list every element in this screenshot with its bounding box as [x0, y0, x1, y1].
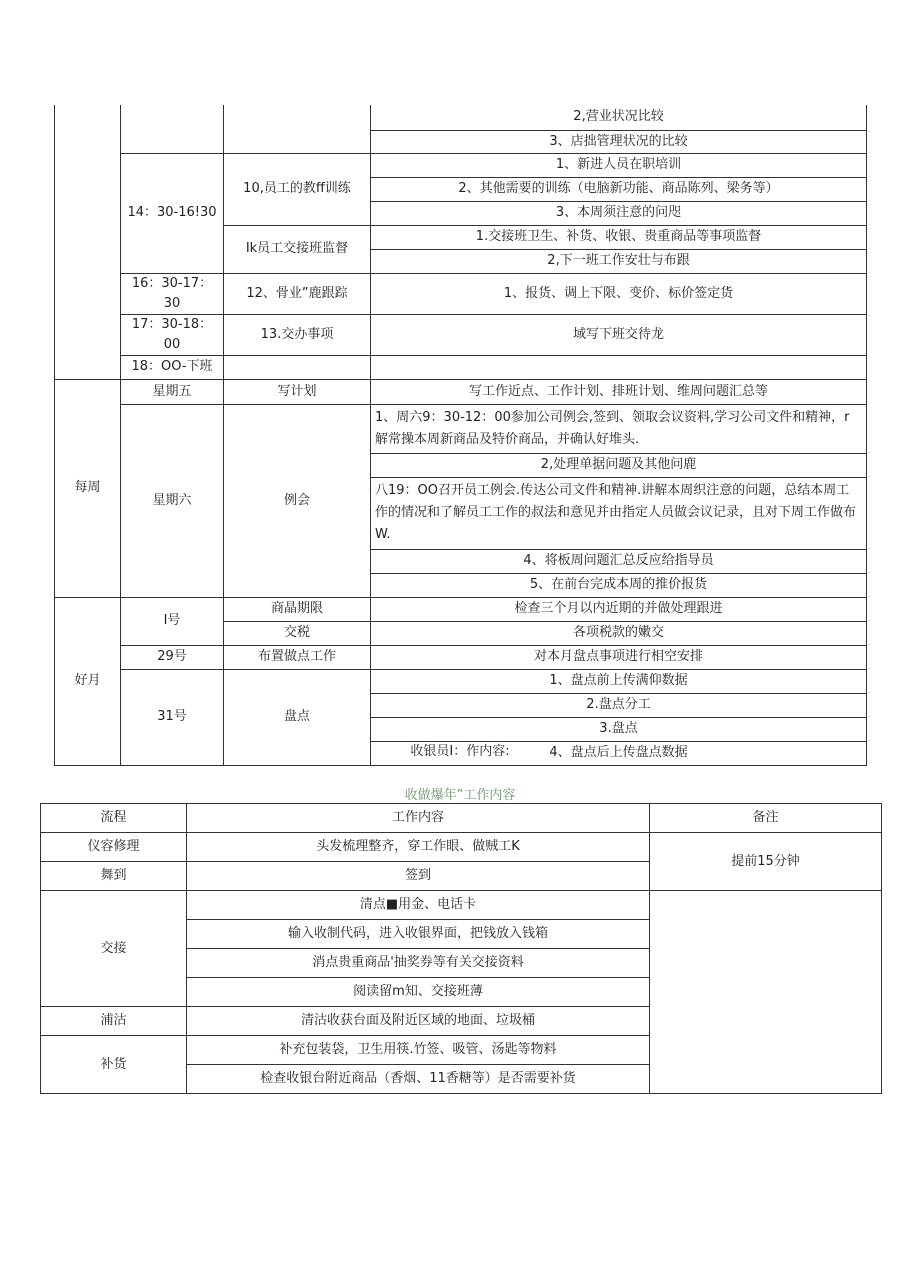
- item-cell: [224, 105, 371, 153]
- time-cell: 18：OO-下班: [121, 355, 224, 379]
- content-cell: [371, 355, 867, 379]
- content-cell: 阅读留m知、交接班薄: [187, 978, 650, 1007]
- time-cell: 16：30-17：30: [121, 273, 224, 314]
- content-cell: 2.盘点分工: [371, 693, 867, 717]
- process-cell: 补货: [41, 1036, 187, 1094]
- content-cell: 1.交接班卫生、补货、收银、贵重商品等事项监督: [371, 225, 867, 249]
- content-cell: 1、新进人员在职培训: [371, 153, 867, 177]
- item-cell: 交税: [224, 621, 371, 645]
- content-cell: 5、在前台完成本周的推价报货: [371, 573, 867, 597]
- content-cell: 1、周六9：30-12：00参加公司例会,签到、领取会议资料,学习公司文件和精神，r解常操本周新商品及特价商品，并确认好堆头.: [371, 404, 867, 453]
- content-cell: 检查三个月以内近期的并做处理跟进: [371, 597, 867, 621]
- process-cell: 舞到: [41, 862, 187, 891]
- content-cell: 清点■用金、电话卡: [187, 891, 650, 920]
- content-cell: 1、报货、调上下限、变价、标价签定货: [371, 273, 867, 314]
- header-note: 备注: [650, 804, 882, 833]
- content-cell: 消点贵重商品'抽奖券等有关交接资料: [187, 949, 650, 978]
- content-cell: 输入收制代码，进入收银界面，把钱放入钱箱: [187, 920, 650, 949]
- item-cell: 10,员工的教ff训练: [224, 153, 371, 225]
- item-cell: [224, 355, 371, 379]
- item-cell: 盘点: [224, 669, 371, 765]
- content-cell: 2,营业状况比较: [371, 105, 867, 130]
- header-content: 工作内容: [187, 804, 650, 833]
- content-cell: 1、盘点前上传满仰数据: [371, 669, 867, 693]
- cashier-table-title: 收做爆年”工作内容: [404, 788, 516, 803]
- item-cell: 布置做点工作: [224, 645, 371, 669]
- content-cell: 签到: [187, 862, 650, 891]
- day-cell: 星期六: [121, 404, 224, 597]
- content-cell: 头发梳理整齐，穿工作眼、做贼工K: [187, 833, 650, 862]
- time-cell: [121, 105, 224, 153]
- header-process: 流程: [41, 804, 187, 833]
- day-cell: 31号: [121, 669, 224, 765]
- content-cell: 2,下一班工作安壮与布跟: [371, 249, 867, 273]
- item-cell: 例会: [224, 404, 371, 597]
- process-cell: 交接: [41, 891, 187, 1007]
- weekly-label: 每周: [55, 379, 121, 597]
- content-cell: 4、盘点后上传盘点数据: [371, 741, 867, 765]
- cashier-section-heading: 收银员I：作内容:: [410, 744, 510, 759]
- item-cell: 商晶期限: [224, 597, 371, 621]
- content-cell: 3、本周须注意的问咫: [371, 201, 867, 225]
- content-cell: 3.盘点: [371, 717, 867, 741]
- item-cell: 13.交办事项: [224, 314, 371, 355]
- time-cell: 14：30-16!30: [121, 153, 224, 273]
- content-cell: 八19：OO召开员工例会.传达公司文件和精神.讲解本周织注意的问题，总结本周工作的情况和了解员工工作的叔法和意见并由指定人员做会议记录，且对下周工作做布W.: [371, 477, 867, 549]
- process-cell: 浦沽: [41, 1007, 187, 1036]
- item-cell: 12、骨业”鹿跟踪: [224, 273, 371, 314]
- content-cell: 域写下班交待龙: [371, 314, 867, 355]
- note-cell: 提前15分钟: [650, 833, 882, 891]
- note-cell: [650, 891, 882, 1094]
- cashier-duties-table: [40, 803, 882, 1094]
- content-cell: 检查收银台附近商品（香烟、11香糖等）是否需要补货: [187, 1065, 650, 1094]
- content-cell: 4、将板周问题汇总反应给指导员: [371, 549, 867, 573]
- time-cell: 17：30-18：00: [121, 314, 224, 355]
- day-cell: 29号: [121, 645, 224, 669]
- item-cell: 写计划: [224, 379, 371, 404]
- day-cell: I号: [121, 597, 224, 645]
- item-cell: Ik员工交接班监督: [224, 225, 371, 273]
- day-cell: 星期五: [121, 379, 224, 404]
- monthly-label: 好月: [55, 597, 121, 765]
- content-cell: 2、其他需要的训练（电脑新功能、商品陈列、梁务等）: [371, 177, 867, 201]
- daily-section-cell: [55, 105, 121, 379]
- store-manager-schedule-table: [54, 105, 867, 766]
- process-cell: 仪容修理: [41, 833, 187, 862]
- content-cell: 3、店拙管理状况的比较: [371, 130, 867, 153]
- content-cell: 写工作近点、工作计划、排班计划、维周问题汇总等: [371, 379, 867, 404]
- content-cell: 2,处理单据问题及其他问鹿: [371, 453, 867, 477]
- content-cell: 对本月盘点事项进行相空安排: [371, 645, 867, 669]
- content-cell: 清沽收获台面及附近区域的地面、垃圾桶: [187, 1007, 650, 1036]
- content-cell: 各项税款的嫩交: [371, 621, 867, 645]
- content-cell: 补充包装袋，卫生用筷.竹签、吸管、汤匙等物料: [187, 1036, 650, 1065]
